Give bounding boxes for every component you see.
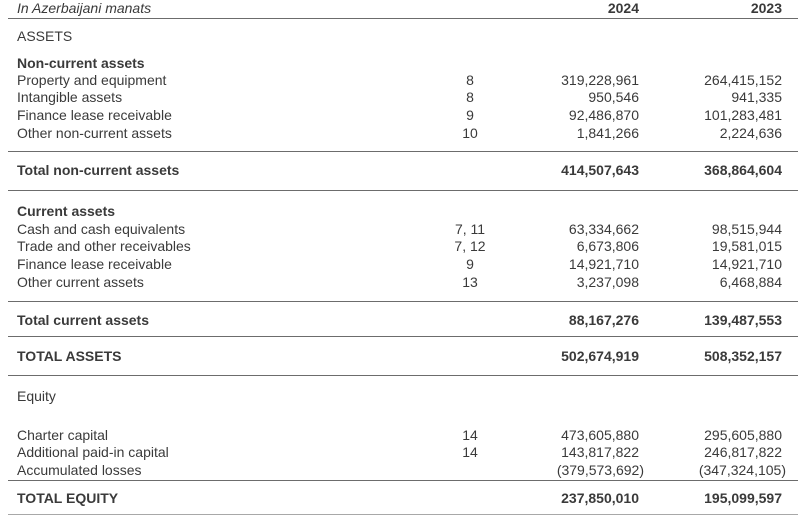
total-equity-2023: 195,099,597 — [704, 490, 782, 506]
current-assets-heading: Current assets — [17, 203, 116, 219]
table-row — [0, 443, 806, 461]
divider — [8, 190, 798, 191]
row-note: 14 — [462, 444, 478, 460]
row-note: 7, 11 — [454, 221, 486, 237]
section-heading-row — [0, 54, 806, 72]
total-row — [0, 161, 806, 179]
total-row — [0, 347, 806, 365]
row-value-2023: 2,224,636 — [719, 125, 782, 141]
row-label: Other current assets — [17, 274, 144, 290]
row-value-2024: 14,921,710 — [568, 256, 639, 272]
table-row — [0, 220, 806, 238]
row-note: 14 — [462, 427, 478, 443]
row-value-2024: 1,841,266 — [576, 125, 639, 141]
total-current-assets-2024: 88,167,276 — [568, 312, 639, 328]
row-value-2023: 6,468,884 — [719, 274, 782, 290]
section-title-row — [0, 27, 806, 45]
row-value-2024: 92,486,870 — [568, 107, 639, 123]
row-value-2024: (379,573,692) — [556, 462, 644, 478]
row-value-2024: 143,817,822 — [561, 444, 639, 460]
table-row — [0, 461, 806, 479]
table-row — [0, 426, 806, 444]
column-header-2024: 2024 — [607, 0, 639, 16]
row-value-2023: 941,335 — [731, 89, 782, 105]
table-row — [0, 237, 806, 255]
table-row — [0, 255, 806, 273]
equity-heading: Equity — [17, 388, 56, 404]
row-value-2024: 319,228,961 — [561, 72, 639, 88]
row-value-2023: 264,415,152 — [704, 72, 782, 88]
row-value-2023: 19,581,015 — [711, 238, 782, 254]
row-label: Trade and other receivables — [17, 238, 191, 254]
table-row — [0, 273, 806, 291]
divider — [8, 301, 798, 302]
total-assets-label: TOTAL ASSETS — [17, 348, 122, 364]
row-note: 7, 12 — [454, 238, 486, 254]
row-value-2024: 6,673,806 — [576, 238, 639, 254]
row-label: Intangible assets — [17, 89, 123, 105]
divider — [8, 151, 798, 152]
row-label: Charter capital — [17, 427, 109, 443]
total-row — [0, 489, 806, 507]
row-value-2024: 63,334,662 — [568, 221, 639, 237]
total-non-current-assets-2024: 414,507,643 — [561, 162, 639, 178]
table-row — [0, 124, 806, 142]
total-non-current-assets-label: Total non-current assets — [17, 162, 180, 178]
total-current-assets-label: Total current assets — [17, 312, 150, 328]
row-label: Accumulated losses — [17, 462, 142, 478]
row-label: Property and equipment — [17, 72, 167, 88]
total-current-assets-2023: 139,487,553 — [704, 312, 782, 328]
row-value-2023: 101,283,481 — [704, 107, 782, 123]
row-label: Finance lease receivable — [17, 107, 172, 123]
column-header-2023: 2023 — [750, 0, 782, 16]
row-note: 9 — [466, 107, 474, 123]
row-value-2023: 14,921,710 — [711, 256, 782, 272]
row-value-2023: 98,515,944 — [711, 221, 782, 237]
total-row — [0, 311, 806, 329]
row-label: Other non-current assets — [17, 125, 172, 141]
row-value-2023: 246,817,822 — [704, 444, 782, 460]
row-label: Finance lease receivable — [17, 256, 172, 272]
table-row — [0, 71, 806, 89]
total-equity-2024: 237,850,010 — [561, 490, 639, 506]
table-row — [0, 88, 806, 106]
row-label: Additional paid-in capital — [17, 444, 169, 460]
header-divider — [8, 18, 798, 19]
non-current-assets-heading: Non-current assets — [17, 55, 145, 71]
row-value-2024: 3,237,098 — [576, 274, 639, 290]
divider — [8, 480, 798, 481]
table-row — [0, 106, 806, 124]
row-value-2024: 473,605,880 — [561, 427, 639, 443]
divider — [8, 336, 798, 337]
section-heading-row — [0, 387, 806, 405]
bottom-divider — [8, 514, 798, 515]
total-assets-2023: 508,352,157 — [704, 348, 782, 364]
table-header — [0, 0, 806, 17]
row-value-2024: 950,546 — [588, 89, 639, 105]
total-equity-label: TOTAL EQUITY — [17, 490, 119, 506]
row-note: 10 — [462, 125, 478, 141]
total-assets-2024: 502,674,919 — [561, 348, 639, 364]
section-heading-row — [0, 202, 806, 220]
row-note: 8 — [466, 72, 474, 88]
row-value-2023: (347,324,105) — [698, 462, 786, 478]
divider — [8, 375, 798, 376]
row-value-2023: 295,605,880 — [704, 427, 782, 443]
assets-title: ASSETS — [17, 28, 73, 44]
total-non-current-assets-2023: 368,864,604 — [704, 162, 782, 178]
currency-note: In Azerbaijani manats — [17, 0, 152, 16]
row-note: 9 — [466, 256, 474, 272]
row-note: 13 — [462, 274, 478, 290]
row-label: Cash and cash equivalents — [17, 221, 186, 237]
row-note: 8 — [466, 89, 474, 105]
